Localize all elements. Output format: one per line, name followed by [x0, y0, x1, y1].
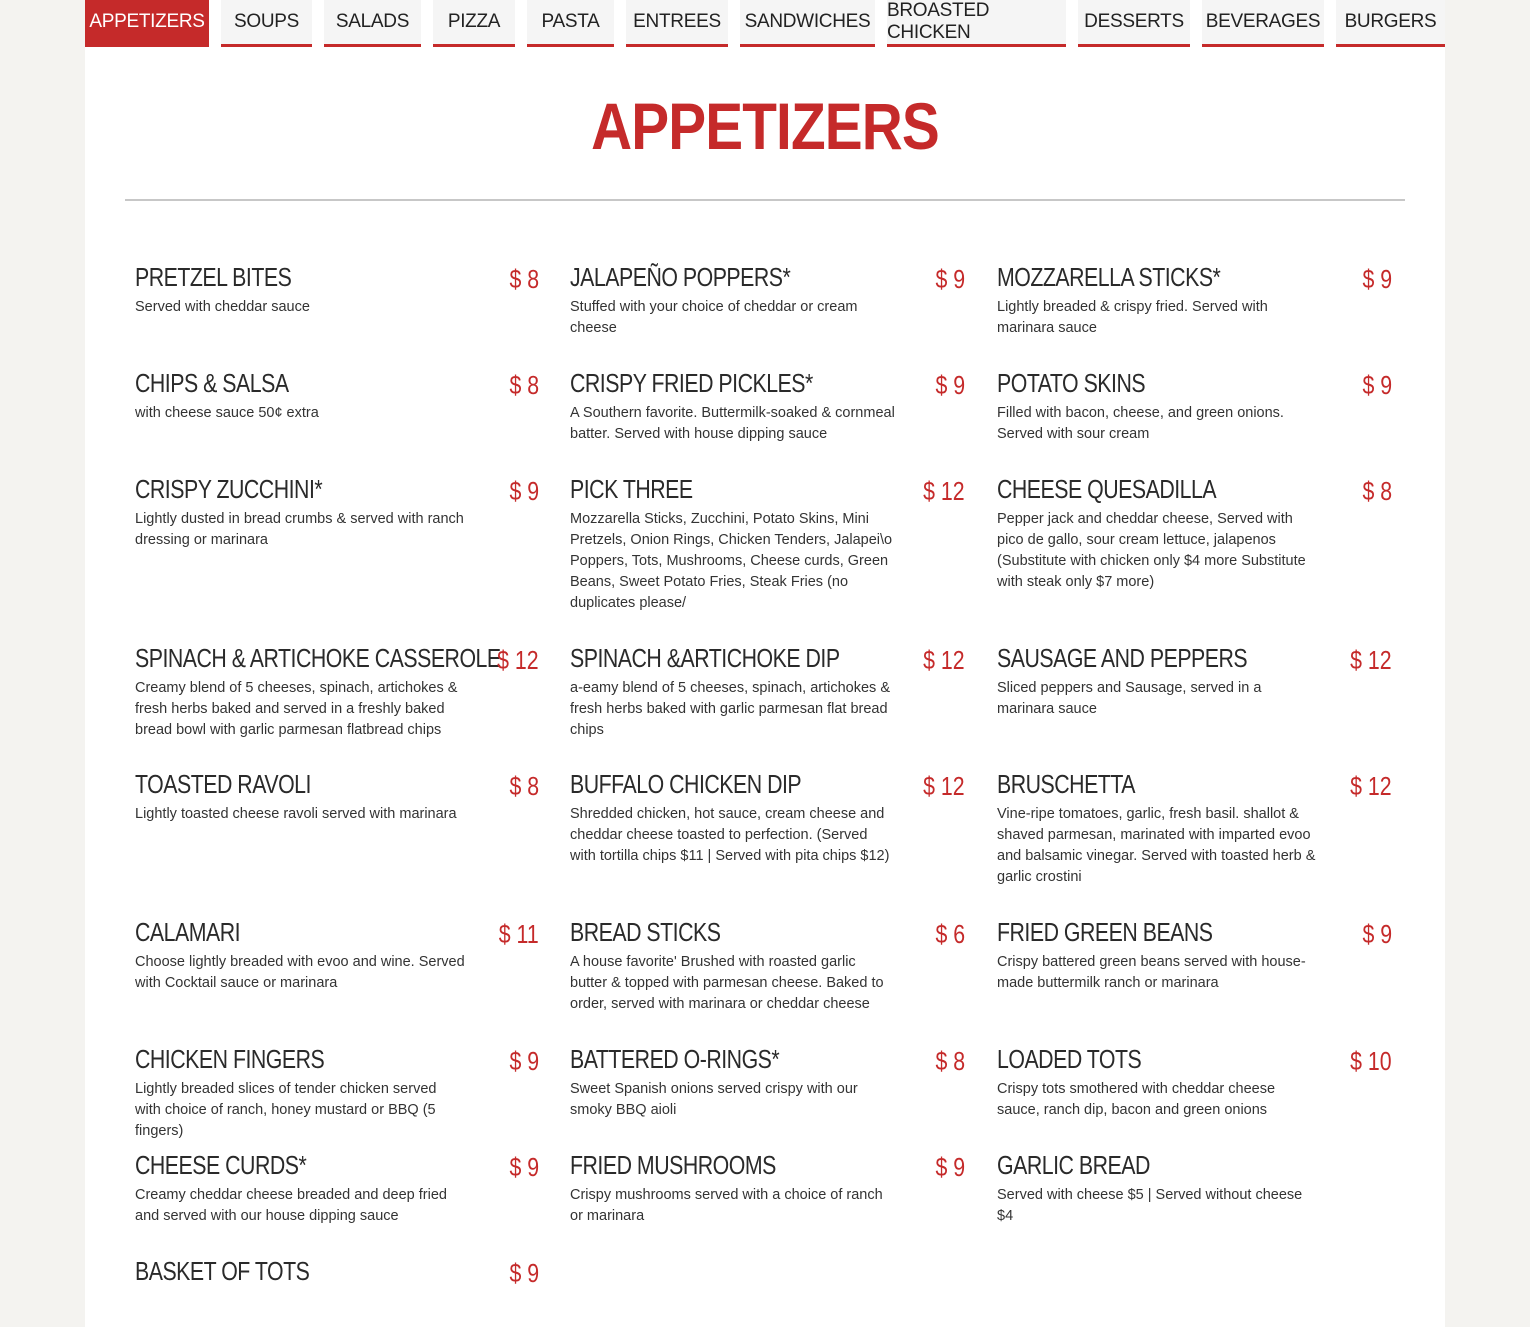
menu-item-price: $ 11 — [499, 919, 539, 949]
menu-item-price: $ 12 — [923, 476, 965, 506]
title-divider — [125, 199, 1405, 201]
menu-item-name: SPINACH & ARTICHOKE CASSEROLE — [135, 643, 501, 673]
menu-item-price: $ 8 — [1362, 476, 1392, 506]
tab-soups[interactable]: SOUPS — [221, 0, 312, 47]
menu-item-name: FRIED MUSHROOMS — [570, 1150, 776, 1180]
menu-item-price: $ 10 — [1350, 1046, 1392, 1076]
menu-item-name: CHEESE CURDS* — [135, 1150, 307, 1180]
menu-item-price: $ 9 — [509, 476, 539, 506]
menu-item-description: Lightly breaded slices of tender chicken served with choice of ranch, honey mustard or BBQ (5 fingers) — [135, 1081, 437, 1139]
menu-item-name: PICK THREE — [570, 474, 693, 504]
menu-item-name: JALAPEÑO POPPERS* — [570, 262, 791, 292]
menu-item-price: $ 12 — [497, 645, 539, 675]
menu-item-name: LOADED TOTS — [997, 1044, 1142, 1074]
menu-item-description: Sweet Spanish onions served crispy with our smoky BBQ aioli — [570, 1081, 858, 1118]
menu-item-name: CHEESE QUESADILLA — [997, 474, 1217, 504]
menu-item-price: $ 9 — [935, 1152, 965, 1182]
menu-item-name: CALAMARI — [135, 917, 241, 947]
menu-item-price: $ 12 — [923, 645, 965, 675]
menu-item-price: $ 9 — [509, 1152, 539, 1182]
tab-broasted-chicken[interactable]: BROASTED CHICKEN — [887, 0, 1066, 47]
tab-sandwiches[interactable]: SANDWICHES — [740, 0, 875, 47]
menu-item-description: A Southern favorite. Buttermilk-soaked & cornmeal batter. Served with house dipping sauce — [570, 405, 895, 442]
menu-item-name: FRIED GREEN BEANS — [997, 917, 1213, 947]
tab-burgers[interactable]: BURGERS — [1336, 0, 1445, 47]
menu-item-description: Shredded chicken, hot sauce, cream cheese and cheddar cheese toasted to perfection. (Served with tortilla chips $11 | Served with pita chips $12) — [570, 806, 890, 864]
menu-item-description: Creamy blend of 5 cheeses, spinach, artichokes & fresh herbs baked and served in a freshly baked bread bowl with garlic parmesan flatbread chips — [135, 680, 458, 738]
menu-item-price: $ 8 — [509, 370, 539, 400]
menu-item-price: $ 8 — [509, 771, 539, 801]
menu-item-name: CRISPY FRIED PICKLES* — [570, 368, 813, 398]
menu-item-description: with cheese sauce 50¢ extra — [135, 405, 319, 421]
menu-item-description: Mozzarella Sticks, Zucchini, Potato Skins, Mini Pretzels, Onion Rings, Chicken Tenders, Jalapei\o Poppers, Tots, Mushrooms, Cheese curds, Green Beans, Sweet Potato Fries, Steak Fries (no duplicates please/ — [570, 511, 893, 611]
menu-item-price: $ 8 — [509, 264, 539, 294]
menu-item-price: $ 6 — [935, 919, 965, 949]
menu-item-description: Sliced peppers and Sausage, served in a marinara sauce — [997, 680, 1262, 717]
menu-item-name: BREAD STICKS — [570, 917, 721, 947]
menu-item-description: Crispy mushrooms served with a choice of ranch or marinara — [570, 1187, 883, 1224]
menu-item-price: $ 9 — [509, 1046, 539, 1076]
menu-item-description: Lightly breaded & crispy fried. Served with marinara sauce — [997, 299, 1268, 336]
tab-pizza[interactable]: PIZZA — [433, 0, 515, 47]
menu-item-name: CHIPS & SALSA — [135, 368, 289, 398]
tab-entrees[interactable]: ENTREES — [626, 0, 728, 47]
menu-item-description: Served with cheese $5 | Served without cheese $4 — [997, 1187, 1303, 1224]
menu-item-description: Filled with bacon, cheese, and green onions. Served with sour cream — [997, 405, 1284, 442]
menu-item-name: BATTERED O-RINGS* — [570, 1044, 780, 1074]
menu-item-name: PRETZEL BITES — [135, 262, 292, 292]
menu-item-price: $ 12 — [1350, 645, 1392, 675]
tab-desserts[interactable]: DESSERTS — [1078, 0, 1190, 47]
menu-item-price: $ 9 — [1362, 264, 1392, 294]
menu-item-name: GARLIC BREAD — [997, 1150, 1150, 1180]
menu-item-description: Vine-ripe tomatoes, garlic, fresh basil. shallot & shaved parmesan, marinated with imparted evoo and balsamic vinegar. Served with toasted herb & garlic crostini — [997, 806, 1316, 885]
menu-item-price: $ 9 — [1362, 919, 1392, 949]
menu-item-price: $ 9 — [935, 264, 965, 294]
menu-item-name: POTATO SKINS — [997, 368, 1146, 398]
menu-item-name: CHICKEN FINGERS — [135, 1044, 325, 1074]
menu-item-description: Choose lightly breaded with evoo and wine. Served with Cocktail sauce or marinara — [135, 954, 465, 991]
menu-item-description: Pepper jack and cheddar cheese, Served with pico de gallo, sour cream lettuce, jalapenos (Substitute with chicken only $4 more Substitute with steak only $7 more) — [997, 511, 1306, 590]
tab-salads[interactable]: SALADS — [324, 0, 421, 47]
menu-item-name: BRUSCHETTA — [997, 769, 1136, 799]
menu-item-description: Crispy battered green beans served with house-made buttermilk ranch or marinara — [997, 954, 1306, 991]
menu-item-price: $ 12 — [1350, 771, 1392, 801]
menu-item-price: $ 9 — [1362, 370, 1392, 400]
menu-item-name: BASKET OF TOTS — [135, 1256, 310, 1286]
menu-item-name: BUFFALO CHICKEN DIP — [570, 769, 802, 799]
menu-item-description: a-eamy blend of 5 cheeses, spinach, artichokes & fresh herbs baked with garlic parmesan flat bread chips — [570, 680, 890, 738]
menu-item-description: A house favorite' Brushed with roasted garlic butter & topped with parmesan cheese. Baked to order, served with marinara or cheddar cheese — [570, 954, 884, 1012]
menu-item-price: $ 8 — [935, 1046, 965, 1076]
menu-item-name: TOASTED RAVOLI — [135, 769, 311, 799]
menu-item-name: SPINACH &ARTICHOKE DIP — [570, 643, 840, 673]
menu-category-tabs — [85, 0, 1445, 47]
menu-item-name: CRISPY ZUCCHINI* — [135, 474, 323, 504]
menu-item-name: MOZZARELLA STICKS* — [997, 262, 1221, 292]
menu-item-price: $ 9 — [935, 370, 965, 400]
menu-item-price: $ 12 — [923, 771, 965, 801]
menu-item-description: Stuffed with your choice of cheddar or cream cheese — [570, 299, 858, 336]
page-title: APPETIZERS — [591, 89, 939, 163]
menu-item-description: Served with cheddar sauce — [135, 299, 310, 315]
tab-appetizers[interactable]: APPETIZERS — [85, 0, 209, 47]
menu-item-price: $ 9 — [509, 1258, 539, 1288]
tab-pasta[interactable]: PASTA — [527, 0, 614, 47]
menu-item-description: Creamy cheddar cheese breaded and deep fried and served with our house dipping sauce — [135, 1187, 447, 1224]
tab-beverages[interactable]: BEVERAGES — [1202, 0, 1324, 47]
menu-item-name: SAUSAGE AND PEPPERS — [997, 643, 1248, 673]
menu-item-description: Lightly dusted in bread crumbs & served with ranch dressing or marinara — [135, 511, 464, 548]
menu-item-description: Crispy tots smothered with cheddar cheese sauce, ranch dip, bacon and green onions — [997, 1081, 1276, 1118]
menu-item-description: Lightly toasted cheese ravoli served with marinara — [135, 806, 457, 822]
